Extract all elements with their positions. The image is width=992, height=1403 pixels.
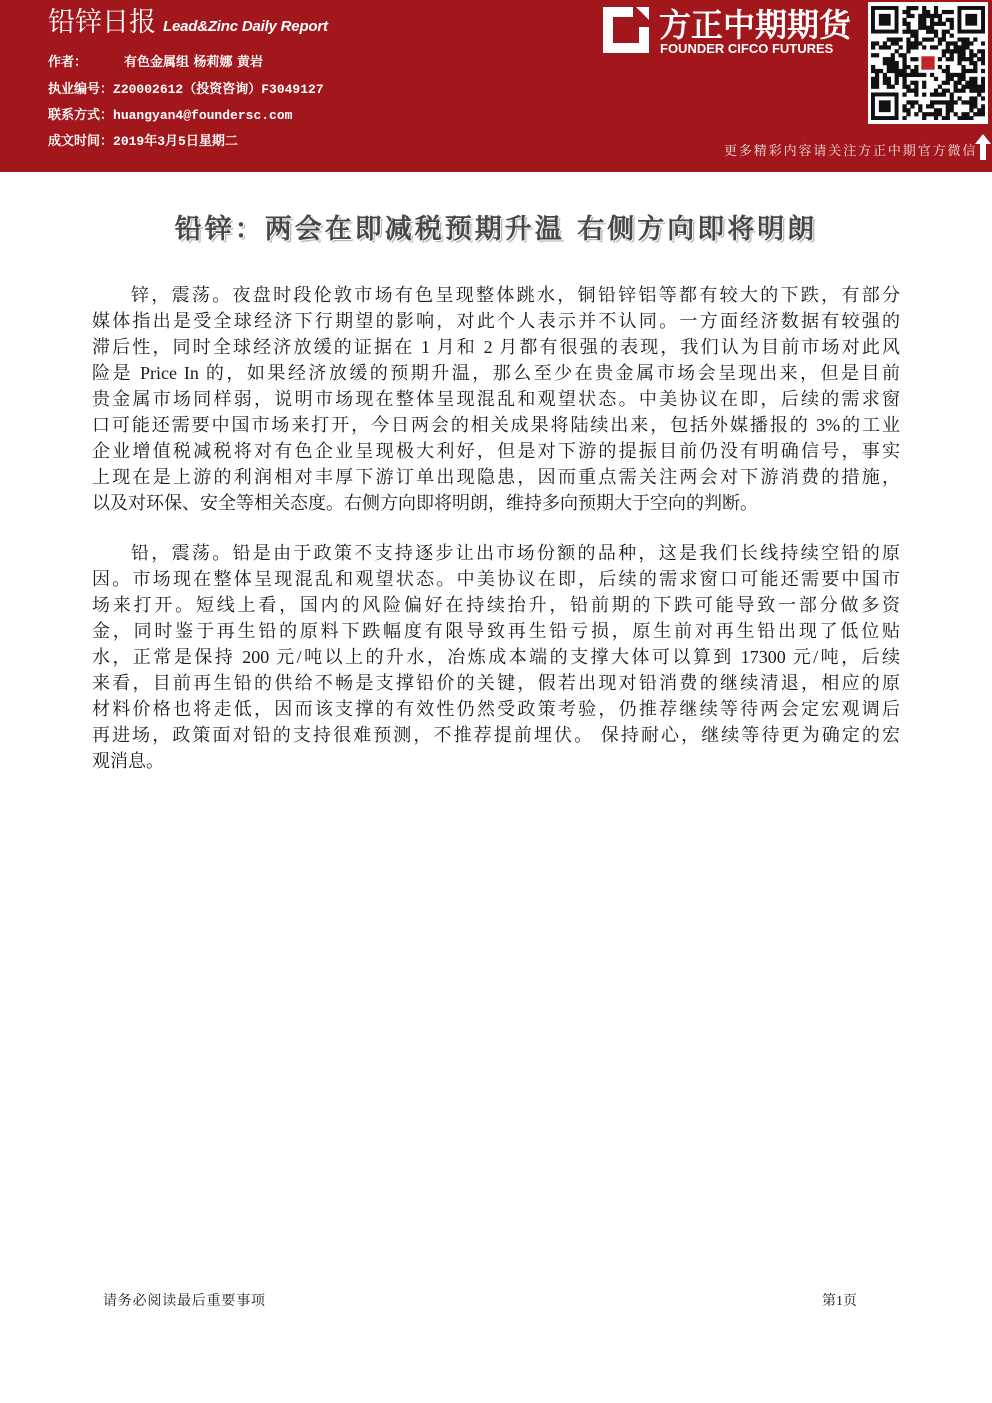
license-value: Z20002612（投资咨询）F3049127 xyxy=(113,82,324,97)
footer-notice: 请务必阅读最后重要事项 xyxy=(103,1294,266,1309)
body-line: 场来打开。短线上看，国内的风险偏好在持续抬升，铅前期的下跌可能导致一部分做多资 xyxy=(92,595,900,615)
paragraph-lead xyxy=(92,540,900,774)
founder-logo-icon xyxy=(603,7,649,53)
body-line: 险是 Price In 的，如果经济放缓的预期升温，那么至少在贵金属市场会呈现出来，但是目前 xyxy=(92,363,900,383)
body-line: 贵金属市场同样弱，说明市场现在整体呈现混乱和观望状态。中美协议在即，后续的需求窗 xyxy=(92,389,900,409)
body-line: 再进场，政策面对铅的支持很难预测，不推荐提前埋伏。 保持耐心，继续等待更为确定的宏 xyxy=(92,725,900,745)
body-line: 因。市场现在整体呈现混乱和观望状态。中美协议在即，后续的需求窗口可能还需要中国市 xyxy=(92,569,900,589)
author-row xyxy=(48,53,264,73)
body-line: 来看，目前再生铅的供给不畅是支撑铅价的关键，假若出现对铅消费的继续清退，相应的原 xyxy=(92,673,900,693)
up-arrow-icon xyxy=(974,133,992,161)
brand-name-en: FOUNDER CIFCO FUTURES xyxy=(660,41,834,56)
body-line: 铅，震荡。铅是由于政策不支持逐步让出市场份额的品种，这是我们长线持续空铅的原 xyxy=(131,543,900,563)
date-label: 成文时间： xyxy=(48,134,114,149)
paragraph-zinc xyxy=(92,282,900,516)
contact-label: 联系方式： xyxy=(48,108,114,123)
contact-row xyxy=(48,106,292,126)
page-number: 第1页 xyxy=(822,1294,857,1309)
article-body xyxy=(92,282,900,798)
qr-code-box xyxy=(868,2,988,124)
date-row xyxy=(48,132,238,152)
license-row xyxy=(48,80,324,100)
body-line: 媒体指出是受全球经济下行期望的影响，对此个人表示并不认同。一方面经济数据有较强的 xyxy=(92,311,900,331)
license-label: 执业编号： xyxy=(48,82,114,97)
body-line: 以及对环保、安全等相关态度。右侧方向即将明朗，维持多向预期大于空向的判断。 xyxy=(92,493,758,513)
body-line: 金，同时鉴于再生铅的原料下跌幅度有限导致再生铅亏损，原生前对再生铅出现了低位贴 xyxy=(92,621,900,641)
date-value: 2019年3月5日星期二 xyxy=(113,134,238,149)
report-title-cn: 铅锌日报 xyxy=(48,7,156,38)
body-line: 水，正常是保持 200 元/吨以上的升水，冶炼成本端的支撑大体可以算到 17300 元/吨，后续 xyxy=(92,647,900,667)
body-line: 企业增值税减税将对有色企业呈现极大利好，但是对下游的提振目前仍没有明确信号，事实 xyxy=(92,441,900,461)
report-title-en: Lead&Zinc Daily Report xyxy=(163,18,328,35)
body-line: 观消息。 xyxy=(92,751,164,771)
brand-name-cn: 方正中期期货 xyxy=(659,6,852,44)
body-line: 滞后性，同时全球经济放缓的证据在 1 月和 2 月都有很强的表现，我们认为目前市场对此风 xyxy=(92,337,900,357)
body-line: 锌，震荡。夜盘时段伦敦市场有色呈现整体跳水，铜铅锌铝等都有较大的下跌，有部分 xyxy=(131,285,900,305)
qr-code-icon xyxy=(871,6,985,120)
wechat-follow-note: 更多精彩内容请关注方正中期官方微信 xyxy=(724,144,978,159)
body-line: 材料价格也将走低，因而该支撑的有效性仍然受政策考验，仍推荐继续等待两会定宏观调后 xyxy=(92,699,900,719)
contact-email: huangyan4@foundersc.com xyxy=(113,108,293,123)
article-title: 铅锌：两会在即减税预期升温 右侧方向即将明朗 xyxy=(174,214,818,245)
body-line: 口可能还需要中国市场来打开，今日两会的相关成果将陆续出来，包括外媒播报的 3%的工业 xyxy=(92,415,900,435)
author-label: 作者： xyxy=(48,55,88,70)
author-value: 有色金属组 杨莉娜 黄岩 xyxy=(124,55,264,70)
body-line: 上现在是上游的利润相对丰厚下游订单出现隐患，因而重点需关注两会对下游消费的措施， xyxy=(92,467,900,487)
